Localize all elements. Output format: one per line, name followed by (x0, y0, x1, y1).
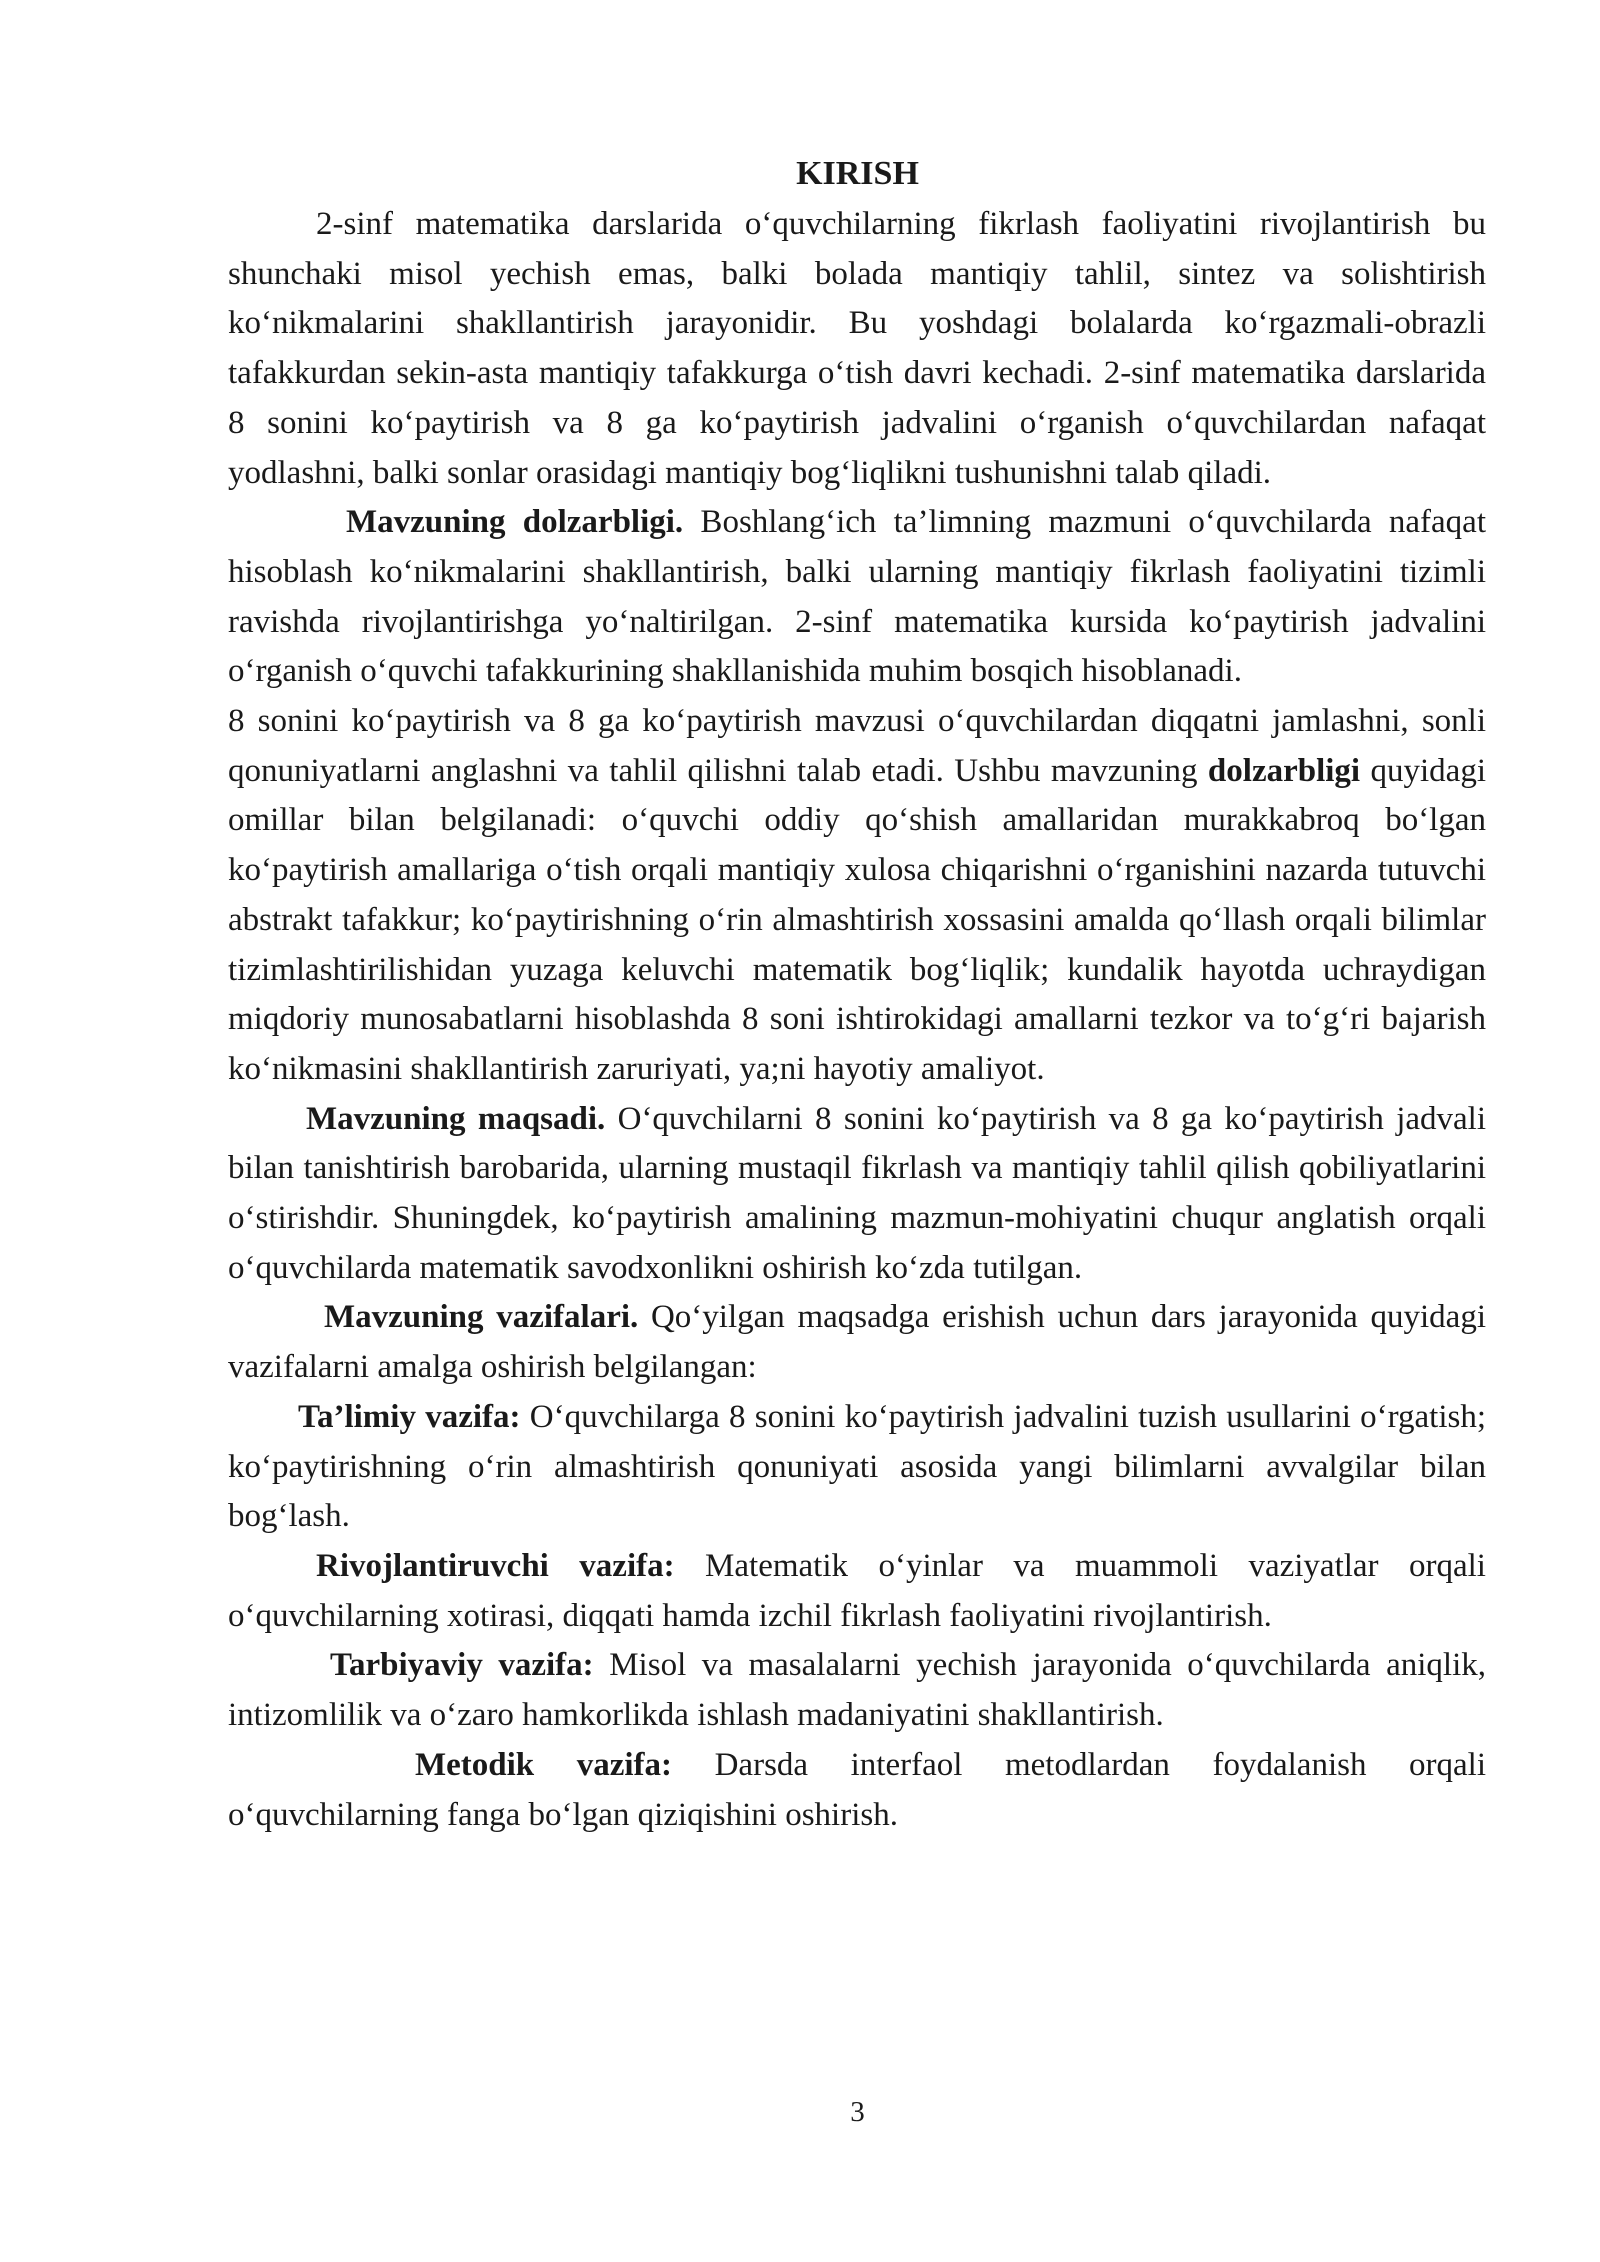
paragraph-text: O‘quvchilarga 8 sonini ko‘paytirish jadvalini tuzish usullarini o‘rgatish; ko‘paytirishning o‘rin almashtirish qonuniyati asosida yangi bilimlarni avvalgilar bilan bog‘lash. (228, 1398, 1486, 1535)
paragraph-relevance (228, 498, 1486, 697)
paragraph-text: quyidagi omillar bilan belgilanadi: o‘quvchi oddiy qo‘shish amallaridan murakkabroq bo‘lgan ko‘paytirish amallariga o‘tish orqali mantiqiy xulosa chiqarishni o‘rganishini nazarda tutuvchi abstrakt tafakkur; ko‘paytirishning o‘rin almashtirish xossasini amalda qo‘llash orqali bilimlar tizimlashtirilishidan yuzaga keluvchi matematik bog‘liqlik; kundalik hayotda uchraydigan miqdoriy munosabatlarni hisoblashda 8 soni ishtirokidagi amallarni tezkor va to‘g‘ri bajarish ko‘nikmasini shakllantirish zaruriyati, ya;ni hayotiy amaliyot. (228, 752, 1487, 1087)
paragraph-upbringing-task (228, 1641, 1486, 1740)
section-heading-relevance: Mavzuning dolzarbligi. (346, 504, 684, 541)
paragraph-text: Boshlang‘ich ta’limning mazmuni o‘quvchilarda nafaqat hisoblash ko‘nikmalarini shakllantirish, balki ularning mantiqiy fikrlash faoliyatini tizimli ravishda rivojlantirishga yo‘naltirilgan. 2-sinf matematika kursida ko‘paytirish jadvalini o‘rganish o‘quvchi tafakkurining shakllanishida muhim bosqich hisoblanadi. (228, 504, 1486, 690)
paragraph-intro (228, 200, 1486, 498)
document-body (228, 200, 1486, 1840)
paragraph-developmental-task (228, 1542, 1486, 1641)
page-number: 3 (850, 2096, 865, 2128)
paragraph-relevance-factors (228, 697, 1486, 1095)
paragraph-text: O‘quvchilarni 8 sonini ko‘paytirish va 8 ga ko‘paytirish jadvali bilan tanishtirish barobarida, ularning mustaqil fikrlash va mantiqiy tahlil qilish qobiliyatlarini o‘stirishdir. Shuningdek, ko‘paytirish amalining mazmun-mohiyatini chuqur anglatish orqali o‘quvchilarda matematik savodxonlikni oshirish ko‘zda tutilgan. (228, 1100, 1486, 1286)
paragraph-text: 2-sinf matematika darslarida o‘quvchilarning fikrlash faoliyatini rivojlantirish bu shunchaki misol yechish emas, balki bolada mantiqiy tahlil, sintez va solishtirish ko‘nikmalarini shakllantirish jarayonidir. Bu yoshdagi bolalarda ko‘rgazmali-obrazli tafakkurdan sekin-asta mantiqiy tafakkurga o‘tish davri kechadi. 2-sinf matematika darslarida 8 sonini ko‘paytirish va 8 ga ko‘paytirish jadvalini o‘rganish o‘quvchilardan nafaqat yodlashni, balki sonlar orasidagi mantiqiy bog‘liqlikni tushunishni talab qiladi. (228, 206, 1486, 491)
paragraph-text: 8 sonini ko‘paytirish va 8 ga ko‘paytirish mavzusi o‘quvchilardan diqqatni jamlashni, sonli qonuniyatlarni anglashni va tahlil qilishni talab etadi. Ushbu mavzuning (228, 703, 1486, 789)
paragraph-tasks (228, 1293, 1486, 1392)
section-heading-methodical-task: Metodik vazifa: (415, 1746, 673, 1783)
paragraph-text: Misol va masalalarni yechish jarayonida o‘quvchilarda aniqlik, intizomlilik va o‘zaro hamkorlikda ishlash madaniyatini shakllantirish. (228, 1647, 1486, 1734)
paragraph-educational-task (228, 1393, 1486, 1542)
page-title: KIRISH (796, 155, 919, 192)
section-heading-tasks: Mavzuning vazifalari. (324, 1299, 639, 1336)
section-heading-goal: Mavzuning maqsadi. (306, 1100, 606, 1137)
paragraph-goal (228, 1095, 1486, 1294)
bold-term-relevance: dolzarbligi (1207, 752, 1361, 789)
section-heading-upbringing-task: Tarbiyaviy vazifa: (330, 1647, 594, 1684)
paragraph-text: Darsda interfaol metodlardan foydalanish orqali o‘quvchilarning fanga bo‘lgan qiziqishini oshirish. (228, 1746, 1487, 1833)
section-heading-educational-task: Ta’limiy vazifa: (298, 1398, 521, 1435)
paragraph-methodical-task (228, 1741, 1486, 1840)
section-heading-developmental-task: Rivojlantiruvchi vazifa: (316, 1547, 675, 1584)
paragraph-text: Matematik o‘yinlar va muammoli vaziyatlar orqali o‘quvchilarning xotirasi, diqqati hamda izchil fikrlash faoliyatini rivojlantirish. (228, 1547, 1486, 1634)
paragraph-text: Qo‘yilgan maqsadga erishish uchun dars jarayonida quyidagi vazifalarni amalga oshirish belgilangan: (228, 1299, 1486, 1386)
